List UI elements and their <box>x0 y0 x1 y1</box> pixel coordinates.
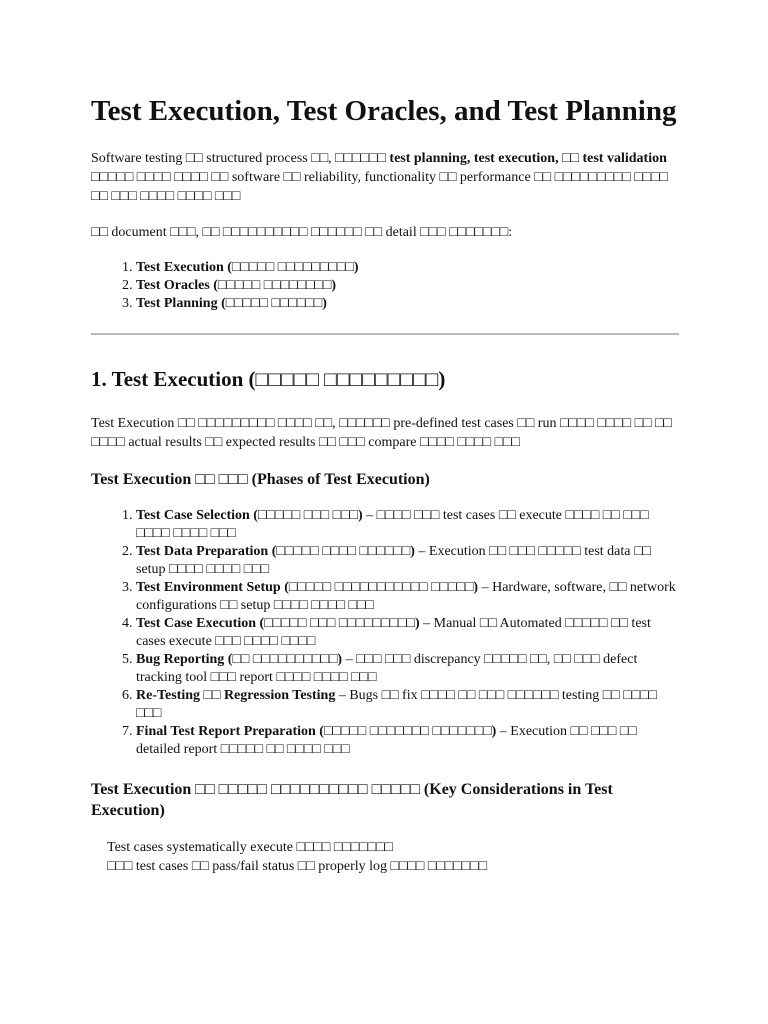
phase-title: Bug Reporting (□□ □□□□□□□□□□) <box>136 652 343 667</box>
considerations-heading: Test Execution □□ □□□□□ □□□□□□□□□□ □□□□□ (Key Considerations in Test Execution) <box>91 781 613 819</box>
toc-item-label: Test Oracles (□□□□□ □□□□□□□□) <box>136 278 336 293</box>
phase-text: – Execution □□ □□□ □□ detailed report □□□□□ □□ □□□□ □□□ <box>136 724 637 757</box>
phase-text: – □□□ □□□ discrepancy □□□□□ □□, □□ □□□ defect tracking tool □□□ report □□□□ □□□□ □□□ <box>136 652 638 685</box>
document-overview-paragraph: □□ document □□□, □□ □□□□□□□□□□ □□□□□□ □□ detail □□□ □□□□□□□: <box>91 225 513 240</box>
considerations-list <box>91 838 681 876</box>
toc-item <box>136 259 681 277</box>
phase-text: – Execution □□ □□□ □□□□□ test data □□ setup □□□□ □□□□ □□□ <box>136 544 651 577</box>
section-heading: 1. Test Execution (□□□□□ □□□□□□□□□) <box>91 367 446 391</box>
intro-paragraph <box>91 149 681 206</box>
toc-item-label: Test Planning (□□□□□ □□□□□□) <box>136 296 327 311</box>
section-paragraph: Test Execution □□ □□□□□□□□□ □□□□ □□, □□□□□□ pre-defined test cases □□ run □□□□ □□□□ □□ □□ □□□□ actual results □□ expected results □□ □□□ compare □□□□ □□□□ □□□ <box>91 416 672 450</box>
phase-item <box>136 651 681 687</box>
phase-title: Re-Testing □□ Regression Testing <box>136 688 336 703</box>
phases-list <box>91 507 681 759</box>
document-content <box>91 93 681 876</box>
phase-item <box>136 723 681 759</box>
phase-item <box>136 687 681 723</box>
intro-text-c: □□□□□ □□□□ □□□□ □□ software □□ reliability, functionality □□ performance □□ □□□□□□□□□ □□□□ □□ □□□ □□□□ □□□□ □□□ <box>91 170 668 204</box>
phase-title: Final Test Report Preparation (□□□□□ □□□□□□□ □□□□□□□) <box>136 724 497 739</box>
phase-item <box>136 615 681 651</box>
phase-title: Test Environment Setup (□□□□□ □□□□□□□□□□□ □□□□□) <box>136 580 479 595</box>
phase-title: Test Case Selection (□□□□□ □□□ □□□) <box>136 508 363 523</box>
phase-text: – Bugs □□ fix □□□□ □□ □□□ □□□□□□ testing □□ □□□□ □□□ <box>136 688 657 721</box>
consideration-item: □□□ test cases □□ pass/fail status □□ properly log □□□□ □□□□□□□ <box>107 859 488 874</box>
phase-text: – Hardware, software, □□ network configurations □□ setup □□□□ □□□□ □□□ <box>136 580 676 613</box>
toc-item <box>136 295 681 313</box>
table-of-contents <box>91 259 681 313</box>
phase-text: – □□□□ □□□ test cases □□ execute □□□□ □□ □□□ □□□□ □□□□ □□□ <box>136 508 649 541</box>
intro-text-bold: test planning, test execution, □□ test validation <box>389 151 667 166</box>
phase-text: – Manual □□ Automated □□□□□ □□ test cases execute □□□ □□□□ □□□□ <box>136 616 651 649</box>
page-title: Test Execution, Test Oracles, and Test Planning <box>91 95 677 127</box>
intro-text-a: Software testing □□ structured process □□, □□□□□□ <box>91 151 390 166</box>
consideration-item: Test cases systematically execute □□□□ □□□□□□□ <box>107 840 394 855</box>
toc-item-label: Test Execution (□□□□□ □□□□□□□□□) <box>136 260 359 275</box>
phase-title: Test Case Execution (□□□□□ □□□ □□□□□□□□□) <box>136 616 420 631</box>
phase-item <box>136 579 681 615</box>
toc-item <box>136 277 681 295</box>
phase-title: Test Data Preparation (□□□□□ □□□□ □□□□□□) <box>136 544 415 559</box>
section-divider <box>91 333 679 335</box>
phases-heading: Test Execution □□ □□□ (Phases of Test Execution) <box>91 471 430 488</box>
phase-item <box>136 543 681 579</box>
phase-item <box>136 507 681 543</box>
